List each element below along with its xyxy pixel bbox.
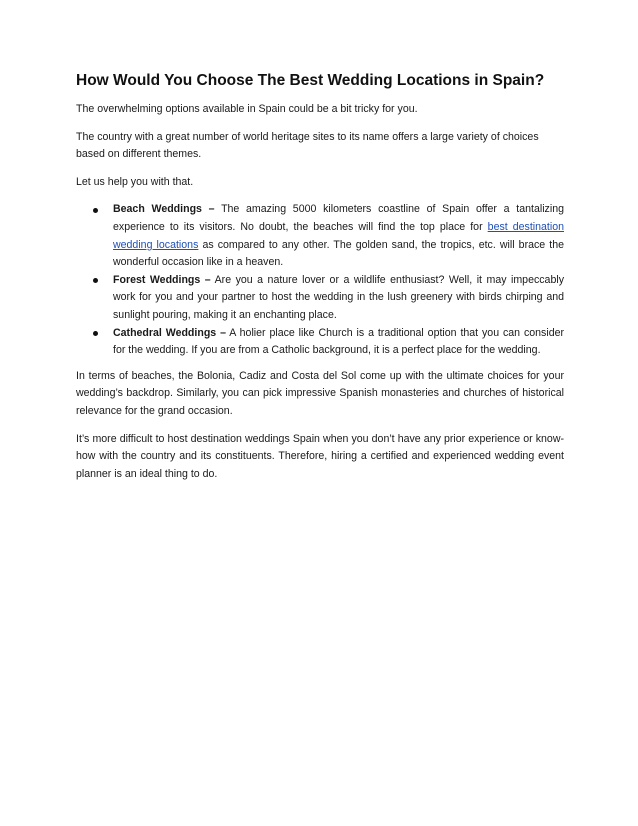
bullet-icon bbox=[93, 278, 98, 283]
list-item-forest bbox=[76, 272, 564, 325]
wedding-types-list bbox=[76, 201, 564, 359]
bullet-icon bbox=[93, 331, 98, 336]
list-item-heading: Cathedral Weddings – bbox=[113, 326, 226, 339]
list-item-beach bbox=[76, 201, 564, 271]
planner-paragraph: It’s more difficult to host destination weddings Spain when you don’t have any prior experience or know-how with the country and its constituents. Therefore, hiring a certified and experienced wedding event planner is an ideal thing to do. bbox=[76, 432, 564, 480]
bullet-icon bbox=[93, 208, 98, 213]
list-item-body: The amazing 5000 kilometers coastline of Spain offer a tantalizing experience to its visitors. No doubt, the beaches will find the top place for bbox=[113, 203, 564, 233]
beaches-paragraph: In terms of beaches, the Bolonia, Cadiz and Costa del Sol come up with the ultimate choices for your wedding’s backdrop. Similarly, you can pick impressive Spanish monasteries and churches of historical relevance for the grand occasion. bbox=[76, 369, 564, 417]
list-item-text bbox=[113, 272, 564, 325]
help-paragraph: Let us help you with that. bbox=[76, 175, 194, 188]
list-item-heading: Beach Weddings – bbox=[113, 203, 215, 216]
list-item-body: A holier place like Church is a traditional option that you can consider for the wedding. If you are from a Catholic background, it is a perfect place for the wedding. bbox=[113, 326, 564, 357]
list-item-text bbox=[113, 325, 564, 360]
list-item-body: Are you a nature lover or a wildlife enthusiast? Well, it may impeccably work for you and your partner to host the wedding in the lush greenery with birds chirping and sunlight pouring, making it an enchanting place. bbox=[113, 273, 564, 321]
destination-wedding-link[interactable]: best destination wedding locations bbox=[113, 220, 564, 251]
list-item-cathedral bbox=[76, 325, 564, 360]
document-page bbox=[76, 70, 564, 493]
list-item-heading: Forest Weddings – bbox=[113, 273, 211, 286]
list-item-text bbox=[113, 201, 564, 271]
document-title: How Would You Choose The Best Wedding Locations in Spain? bbox=[76, 72, 545, 89]
heritage-paragraph: The country with a great number of world heritage sites to its name offers a large variety of choices based on different themes. bbox=[76, 130, 539, 161]
intro-paragraph: The overwhelming options available in Spain could be a bit tricky for you. bbox=[76, 103, 418, 115]
list-item-body-continued: as compared to any other. The golden sand, the tropics, etc. will brace the wonderful occasion like in a heaven. bbox=[113, 238, 565, 269]
